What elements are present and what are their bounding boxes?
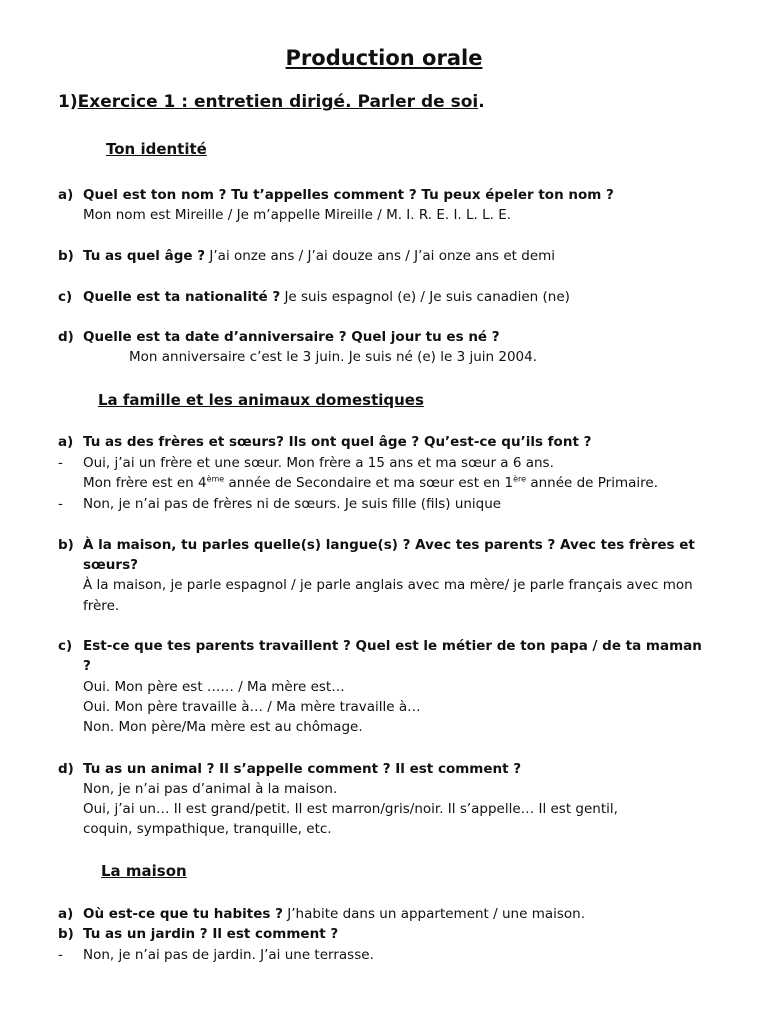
item-label: b): [58, 537, 74, 553]
item-label: a): [58, 434, 74, 450]
family-question-c: [58, 636, 714, 656]
family-answer-b-1: À la maison, je parle espagnol / je parle anglais avec ma mère/ je parle français avec mon: [83, 577, 693, 593]
house-question-b: [58, 924, 714, 944]
identity-question-d: [58, 327, 714, 347]
exercise-title-end: .: [478, 92, 485, 112]
family-answer-a-1: Oui, j’ai un frère et une sœur. Mon frère a 15 ans et ma sœur a 6 ans.: [83, 455, 554, 471]
identity-answer-a: Mon nom est Mireille / Je m’appelle Mireille / M. I. R. E. I. L. L. E.: [83, 207, 512, 223]
question-text: Tu as un jardin ? Il est comment ?: [83, 926, 339, 942]
superscript: ème: [206, 474, 225, 484]
item-label: c): [58, 638, 73, 654]
question-text: Quel est ton nom ? Tu t’appelles comment ? Tu peux épeler ton nom ?: [83, 187, 614, 203]
family-question-c-cont: ?: [83, 658, 91, 674]
question-text: Où est-ce que tu habites ?: [83, 906, 283, 922]
question-text: Tu as un animal ? Il s’appelle comment ? Il est comment ?: [83, 761, 522, 777]
family-answer-d-1: Non, je n’ai pas d’animal à la maison.: [83, 781, 338, 797]
item-label: c): [58, 289, 73, 305]
question-text: Tu as quel âge ?: [83, 248, 206, 264]
item-label: b): [58, 248, 74, 264]
family-answer-c-2: Oui. Mon père travaille à… / Ma mère travaille à…: [83, 699, 421, 715]
section-identity-heading: Ton identité: [106, 140, 207, 158]
exercise-heading: [58, 92, 485, 112]
item-label: d): [58, 761, 74, 777]
house-answer-b: Non, je n’ai pas de jardin. J’ai une terrasse.: [83, 947, 374, 963]
identity-answer-d: Mon anniversaire c’est le 3 juin. Je suis né (e) le 3 juin 2004.: [129, 349, 538, 365]
question-text: Quelle est ta date d’anniversaire ? Quel jour tu es né ?: [83, 329, 500, 345]
family-answer-c-3: Non. Mon père/Ma mère est au chômage.: [83, 719, 363, 735]
answer-text: année de Secondaire et ma sœur est en 1: [224, 475, 514, 491]
family-answer-b-2: frère.: [83, 598, 120, 614]
family-answer-d-3: coquin, sympathique, tranquille, etc.: [83, 821, 332, 837]
question-text: Est-ce que tes parents travaillent ? Quel est le métier de ton papa / de ta maman: [83, 638, 702, 654]
item-label: a): [58, 187, 74, 203]
family-answer-a-2: [83, 473, 715, 493]
item-label: a): [58, 906, 74, 922]
item-label: b): [58, 926, 74, 942]
question-text: Tu as des frères et sœurs? Ils ont quel âge ? Qu’est-ce qu’ils font ?: [83, 434, 592, 450]
family-question-a: [58, 432, 714, 452]
answer-text: année de Primaire.: [526, 475, 659, 491]
family-question-d: [58, 759, 714, 779]
family-question-b: [58, 535, 714, 555]
bullet-dash: -: [58, 947, 63, 963]
answer-text: J’habite dans un appartement / une maison.: [282, 906, 586, 922]
answer-text: Mon frère est en 4: [83, 475, 207, 491]
superscript: ère: [513, 474, 527, 484]
bullet-dash: -: [58, 455, 63, 471]
section-family-heading: La famille et les animaux domestiques: [98, 391, 424, 409]
bullet-dash: -: [58, 496, 63, 512]
answer-text: Je suis espagnol (e) / Je suis canadien (ne): [280, 289, 570, 305]
answer-text: J’ai onze ans / J’ai douze ans / J’ai onze ans et demi: [205, 248, 556, 264]
family-answer-a-3: Non, je n’ai pas de frères ni de sœurs. Je suis fille (fils) unique: [83, 496, 502, 512]
section-house-heading: La maison: [101, 862, 187, 880]
family-answer-c-1: Oui. Mon père est …… / Ma mère est…: [83, 679, 345, 695]
question-text: Quelle est ta nationalité ?: [83, 289, 281, 305]
item-label: d): [58, 329, 74, 345]
family-answer-d-2: Oui, j’ai un… Il est grand/petit. Il est marron/gris/noir. Il s’appelle… Il est gentil,: [83, 801, 618, 817]
identity-question-a: [58, 185, 714, 205]
exercise-number: 1): [58, 92, 78, 112]
identity-question-c: [58, 287, 714, 307]
exercise-title: Exercice 1 : entretien dirigé. Parler de soi: [77, 92, 479, 112]
house-question-a: [58, 904, 714, 924]
page-title: Production orale: [285, 46, 483, 70]
family-question-b-cont: sœurs?: [83, 557, 138, 573]
identity-question-b: [58, 246, 714, 266]
question-text: À la maison, tu parles quelle(s) langue(s) ? Avec tes parents ? Avec tes frères et: [83, 537, 695, 553]
